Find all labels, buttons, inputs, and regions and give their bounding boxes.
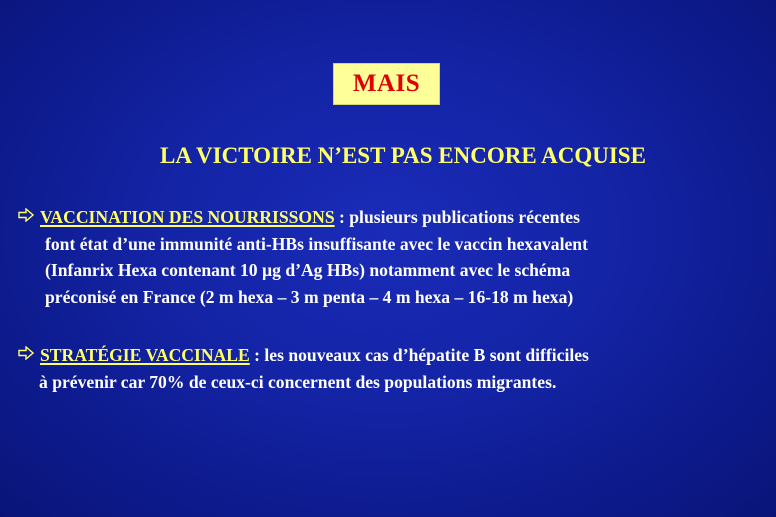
point-lead: : plusieurs publications récentes bbox=[334, 207, 580, 227]
mais-label: MAIS bbox=[352, 70, 421, 97]
right-arrow-outline-icon bbox=[18, 208, 40, 222]
point-strategie bbox=[18, 342, 768, 395]
point-lead: : les nouveaux cas d’hépatite B sont difficiles bbox=[249, 345, 589, 365]
point-first-line bbox=[18, 204, 768, 231]
slide-subtitle: LA VICTOIRE N’EST PAS ENCORE ACQUISE bbox=[160, 143, 646, 168]
point-vaccination bbox=[18, 204, 768, 310]
point-keyword: STRATÉGIE VACCINALE bbox=[40, 345, 250, 365]
point-line: à prévenir car 70% de ceux-ci concernent des populations migrantes. bbox=[39, 371, 557, 392]
point-line: font état d’une immunité anti-HBs insuffisante avec le vaccin hexavalent bbox=[45, 233, 588, 254]
point-line: (Infanrix Hexa contenant 10 µg d’Ag HBs) notamment avec le schéma bbox=[45, 260, 571, 280]
point-keyword: VACCINATION DES NOURRISSONS bbox=[40, 207, 335, 227]
mais-box bbox=[333, 63, 440, 105]
point-line: préconisé en France (2 m hexa – 3 m penta – 4 m hexa – 16-18 m hexa) bbox=[45, 286, 574, 307]
right-arrow-outline-icon bbox=[18, 346, 40, 360]
point-first-line bbox=[18, 342, 768, 369]
